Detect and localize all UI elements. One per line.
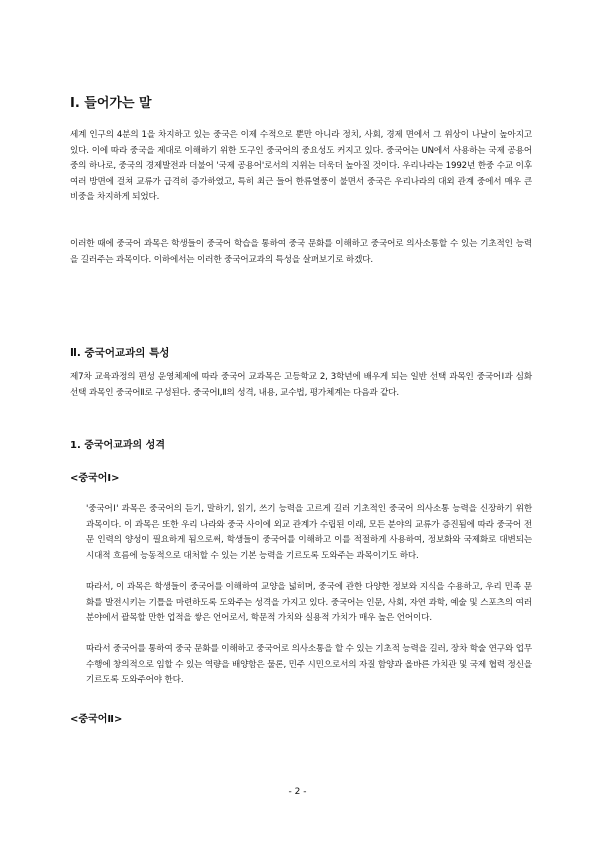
section-heading-characteristics: Ⅱ. 중국어교과의 특성 xyxy=(70,347,170,359)
body-paragraph: 세계 인구의 4분의 1을 차지하고 있는 중국은 이제 수적으로 뿐만 아니라 정치, 사회, 경제 면에서 그 위상이 나날이 높아지고 있다. 이에 따라 중국을 제대로 이해하기 위한 도구인 중국어의 중요성도 커지고 있다. 중국어는 UN에서 사용하는 국제 공용어 중의 하나로, 중국의 경제발전과 더불어 '국제 공용어'로서의 지위는 더욱더 높아질 것이다. 우리나라는 1992년 한중 수교 이후 여러 방면에 걸쳐 교류가 급격히 증가하였고, 특히 최근 들어 한류열풍이 불면서 중국은 우리나라의 대외 관계 중에서 매우 큰 비중을 차지하게 되었다. xyxy=(70,130,532,203)
subsection-heading-nature: 1. 중국어교과의 성격 xyxy=(70,440,165,451)
section-heading-introduction: Ⅰ. 들어가는 말 xyxy=(70,96,152,111)
course-label-chinese-2: <중국어Ⅱ> xyxy=(70,714,123,725)
body-paragraph: 이러한 때에 중국어 과목은 학생들이 중국어 학습을 통하여 중국 문화를 이해하고 중국어로 의사소통할 수 있는 기초적인 능력을 길러주는 과목이다. 이하에서는 이러한 중국어교과의 특성을 살펴보기로 하겠다. xyxy=(70,239,532,265)
page-number: - 2 - xyxy=(288,787,307,797)
body-paragraph: 따라서, 이 과목은 학생들이 중국어를 이해하여 교양을 넓히며, 중국에 관한 다양한 정보와 지식을 수용하고, 우리 민족 문화를 발전시키는 기틀을 마련하도록 도와주는 성격을 가지고 있다. 중국어는 인문, 사회, 자연 과학, 예술 및 스포츠의 여러 분야에서 괄목할 만한 업적을 쌓은 언어로서, 학문적 가치와 실용적 가치가 매우 높은 언어이다. xyxy=(86,582,532,624)
body-paragraph: '중국어Ⅰ' 과목은 중국어의 듣기, 말하기, 읽기, 쓰기 능력을 고르게 길러 기초적인 중국어 의사소통 능력을 신장하기 위한 과목이다. 이 과목은 또한 우리 나라와 중국 사이에 외교 관계가 수립된 이래, 모든 분야의 교류가 증진됨에 따라 중국어 전문 인력의 양성이 필요하게 됨으로써, 학생들이 중국어를 이해하고 이를 적절하게 사용하여, 정보화와 국제화로 대변되는 시대적 흐름에 능동적으로 대처할 수 있는 기본 능력을 기르도록 도와주는 과목이기도 하다. xyxy=(86,504,532,561)
body-paragraph: 제7차 교육과정의 편성 운영체제에 따라 중국어 교과목은 고등학교 2, 3학년에 배우게 되는 일반 선택 과목인 중국어Ⅰ과 심화 선택 과목인 중국어Ⅱ로 구성된다. 중국어Ⅰ,Ⅱ의 성격, 내용, 교수법, 평가체계는 다음과 같다. xyxy=(70,372,532,398)
body-paragraph: 따라서 중국어를 통하여 중국 문화를 이해하고 중국어로 의사소통을 할 수 있는 기초적 능력을 길러, 장차 학술 연구와 업무 수행에 창의적으로 임할 수 있는 역량을 배양함은 물론, 민주 시민으로서의 자질 함양과 올바른 가치관 및 국제 협력 정신을 기르도록 도와주어야 한다. xyxy=(86,644,532,686)
course-label-chinese-1: <중국어Ⅰ> xyxy=(70,473,120,484)
